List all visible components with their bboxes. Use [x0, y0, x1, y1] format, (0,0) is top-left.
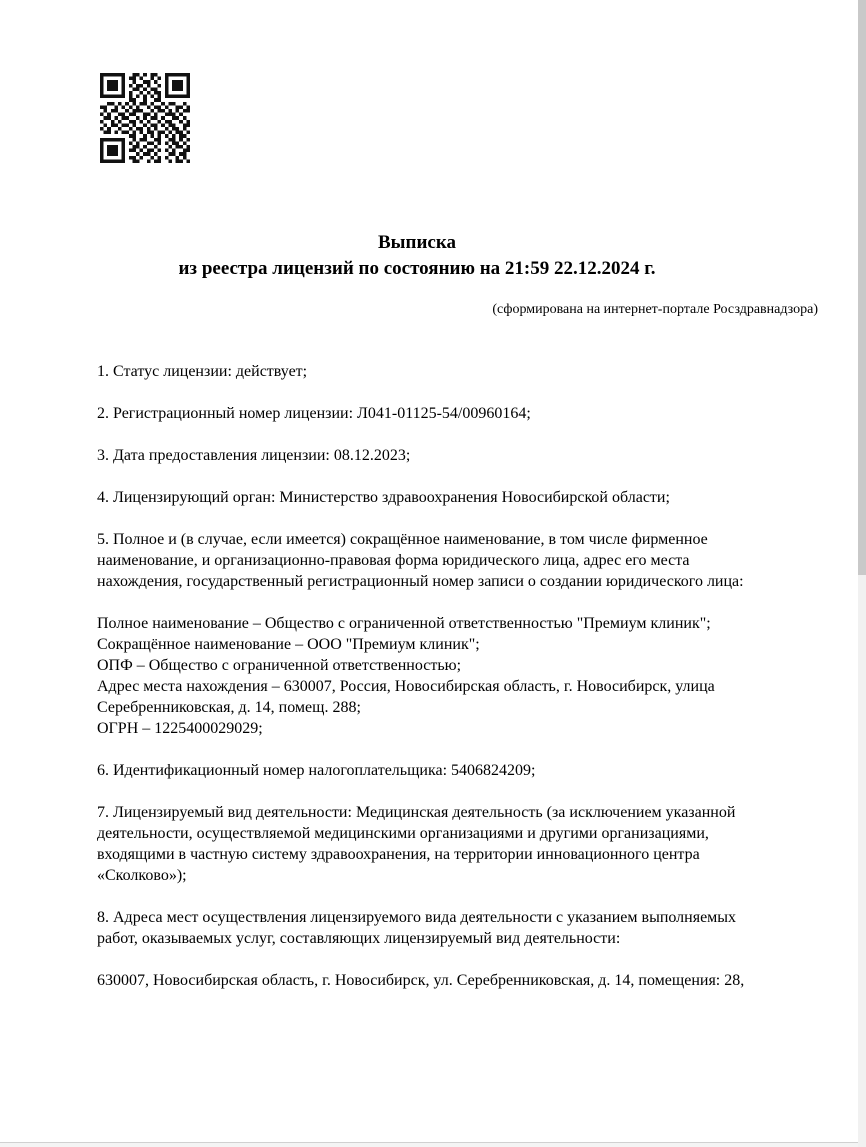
text-line: Полное наименование – Общество с ограниченной ответственностью "Премиум клиник";: [97, 615, 711, 632]
text-line: наименование, и организационно-правовая форма юридического лица, адрес его места: [97, 552, 690, 569]
text-line: 3. Дата предоставления лицензии: 08.12.2023;: [97, 447, 411, 464]
vertical-scrollbar-thumb[interactable]: [858, 0, 866, 575]
page-bottom-boundary: [0, 1142, 858, 1147]
text-line: деятельности, осуществляемой медицинскими организациями и другими организациями,: [97, 825, 709, 842]
text-line: 630007, Новосибирская область, г. Новосибирск, ул. Серебренниковская, д. 14, помещения: 28,: [97, 972, 745, 989]
organization-details: [97, 613, 812, 739]
licensing-authority: [97, 487, 812, 508]
text-line: ОПФ – Общество с ограниченной ответственностью;: [97, 657, 462, 674]
text-line: 8. Адреса мест осуществления лицензируемого вида деятельности с указанием выполняемых: [97, 909, 737, 926]
activity-addresses-heading: [97, 907, 812, 949]
text-line: работ, оказываемых услуг, составляющих лицензируемый вид деятельности:: [97, 930, 621, 947]
document-title-line1: Выписка: [378, 232, 456, 253]
text-line: Серебренниковская, д. 14, помещ. 288;: [97, 699, 361, 716]
text-line: ОГРН – 1225400029029;: [97, 720, 263, 737]
text-line: «Сколково»);: [97, 867, 187, 884]
text-line: 4. Лицензирующий орган: Министерство здравоохранения Новосибирской области;: [97, 489, 670, 506]
organization-info-heading: [97, 529, 812, 592]
taxpayer-id: [97, 760, 812, 781]
text-line: 2. Регистрационный номер лицензии: Л041-01125-54/00960164;: [97, 405, 531, 422]
text-line: 7. Лицензируемый вид деятельности: Медицинская деятельность (за исключением указанной: [97, 804, 736, 821]
license-status: [97, 361, 812, 382]
text-line: Сокращённое наименование – ООО "Премиум клиник";: [97, 636, 480, 653]
qr-code: [100, 73, 190, 163]
text-line: входящими в частную систему здравоохранения, на территории инновационного центра: [97, 846, 700, 863]
text-line: Адрес места нахождения – 630007, Россия, Новосибирская область, г. Новосибирск, улица: [97, 678, 715, 695]
licensed-activity: [97, 802, 812, 886]
license-issue-date: [97, 445, 812, 466]
text-line: 5. Полное и (в случае, если имеется) сокращённое наименование, в том числе фирменное: [97, 531, 708, 548]
text-line: 1. Статус лицензии: действует;: [97, 363, 308, 380]
document-title: [97, 230, 737, 282]
activity-address: [97, 970, 812, 991]
document-body: [97, 361, 812, 1012]
text-line: 6. Идентификационный номер налогоплательщика: 5406824209;: [97, 762, 536, 779]
text-line: нахождения, государственный регистрационный номер записи о создании юридического лица:: [97, 573, 744, 590]
license-registration-number: [97, 403, 812, 424]
document-subtitle: (сформирована на интернет-портале Росздравнадзора): [492, 302, 818, 317]
document-title-line2: из реестра лицензий по состоянию на 21:59 22.12.2024 г.: [178, 258, 656, 279]
